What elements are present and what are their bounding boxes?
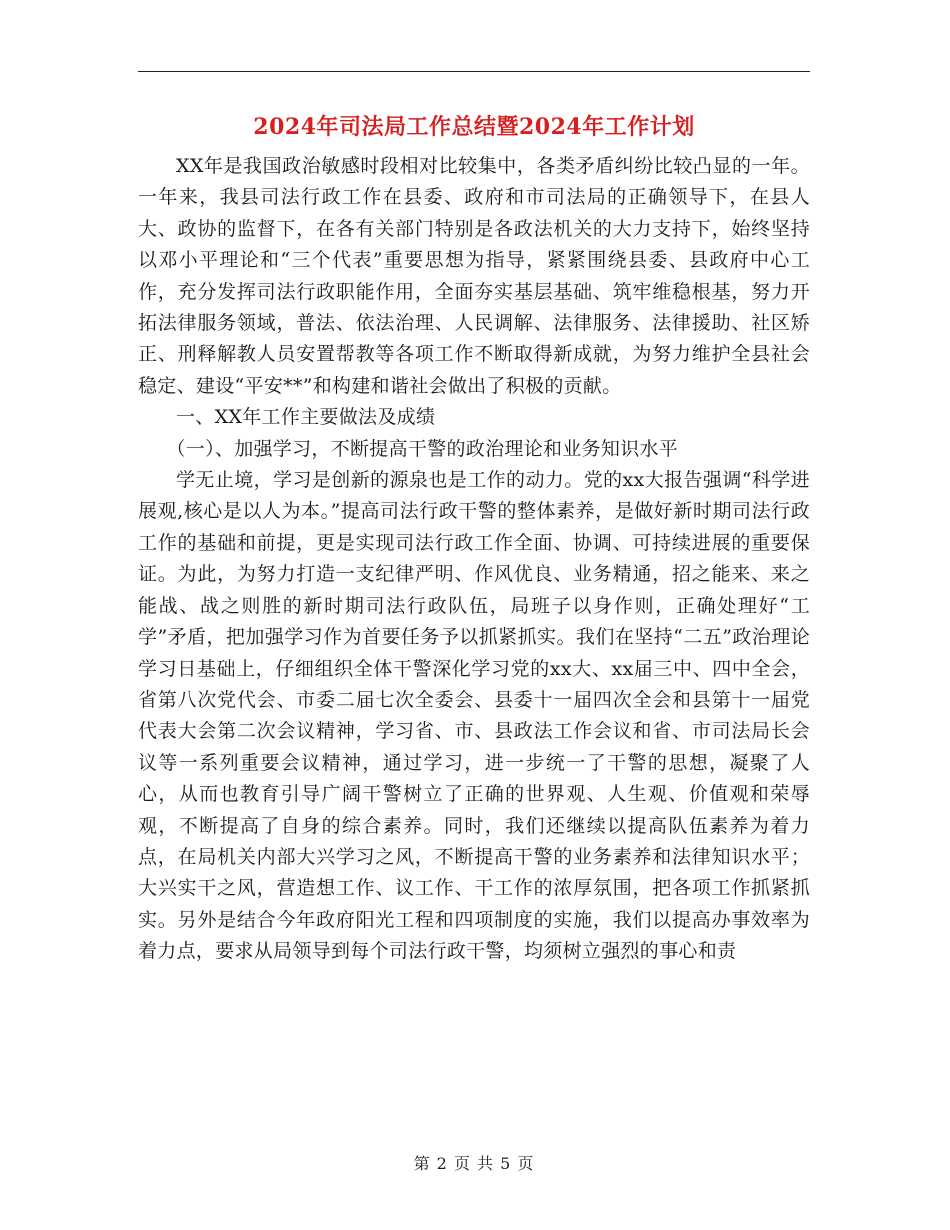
intro-paragraph: XX年是我国政治敏感时段相对比较集中，各类矛盾纠纷比较凸显的一年。一年来，我县司法行政工作在县委、政府和市司法局的正确领导下，在县人大、政协的监督下，在各有关部门特别是各政法机关的大力支持下，始终坚持以邓小平理论和“三个代表”重要思想为指导，紧紧围绕县委、县政府中心工作，充分发挥司法行政职能作用，全面夯实基层基础、筑牢维稳根基，努力开拓法律服务领域，普法、依法治理、人民调解、法律服务、法律援助、社区矫正、刑释解教人员安置帮教等各项工作不断取得新成就，为努力维护全县社会稳定、建设“平安**”和构建和谐社会做出了积极的贡献。 [138, 155, 810, 397]
document-title: 2024年司法局工作总结暨2024年工作计划 [253, 114, 695, 140]
header-rule [138, 71, 810, 72]
section-heading: 一、XX年工作主要做法及成绩 [176, 406, 436, 429]
subsection-heading: （一）、加强学习，不断提高干警的政治理论和业务知识水平 [166, 437, 679, 460]
body-paragraph: 学无止境，学习是创新的源泉也是工作的动力。党的xx大报告强调“科学进展观,核心是以人为本。”提高司法行政干警的整体素养，是做好新时期司法行政工作的基础和前提，更是实现司法行政工作全面、协调、可持续进展的重要保证。为此，为努力打造一支纪律严明、作风优良、业务精通，招之能来、来之能战、战之则胜的新时期司法行政队伍，局班子以身作则，正确处理好“工学”矛盾，把加强学习作为首要任务予以抓紧抓实。我们在坚持“二五”政治理论学习日基础上，仔细组织全体干警深化学习党的xx大、xx届三中、四中全会，省第八次党代会、市委二届七次全委会、县委十一届四次全会和县第十一届党代表大会第二次会议精神，学习省、市、县政法工作会议和省、市司法局长会议等一系列重要会议精神，通过学习，进一步统一了干警的思想，凝聚了人心，从而也教育引导广阔干警树立了正确的世界观、人生观、价值观和荣辱观，不断提高了自身的综合素养。同时，我们还继续以提高队伍素养为着力点，在局机关内部大兴学习之风，不断提高干警的业务素养和法律知识水平；大兴实干之风，营造想工作、议工作、干工作的浓厚氛围，把各项工作抓紧抓实。另外是结合今年政府阳光工程和四项制度的实施，我们以提高办事效率为着力点，要求从局领导到每个司法行政干警，均须树立强烈的事心和责 [138, 469, 810, 963]
document-body [138, 151, 810, 968]
page-number: 第 2 页 共 5 页 [413, 1154, 535, 1173]
